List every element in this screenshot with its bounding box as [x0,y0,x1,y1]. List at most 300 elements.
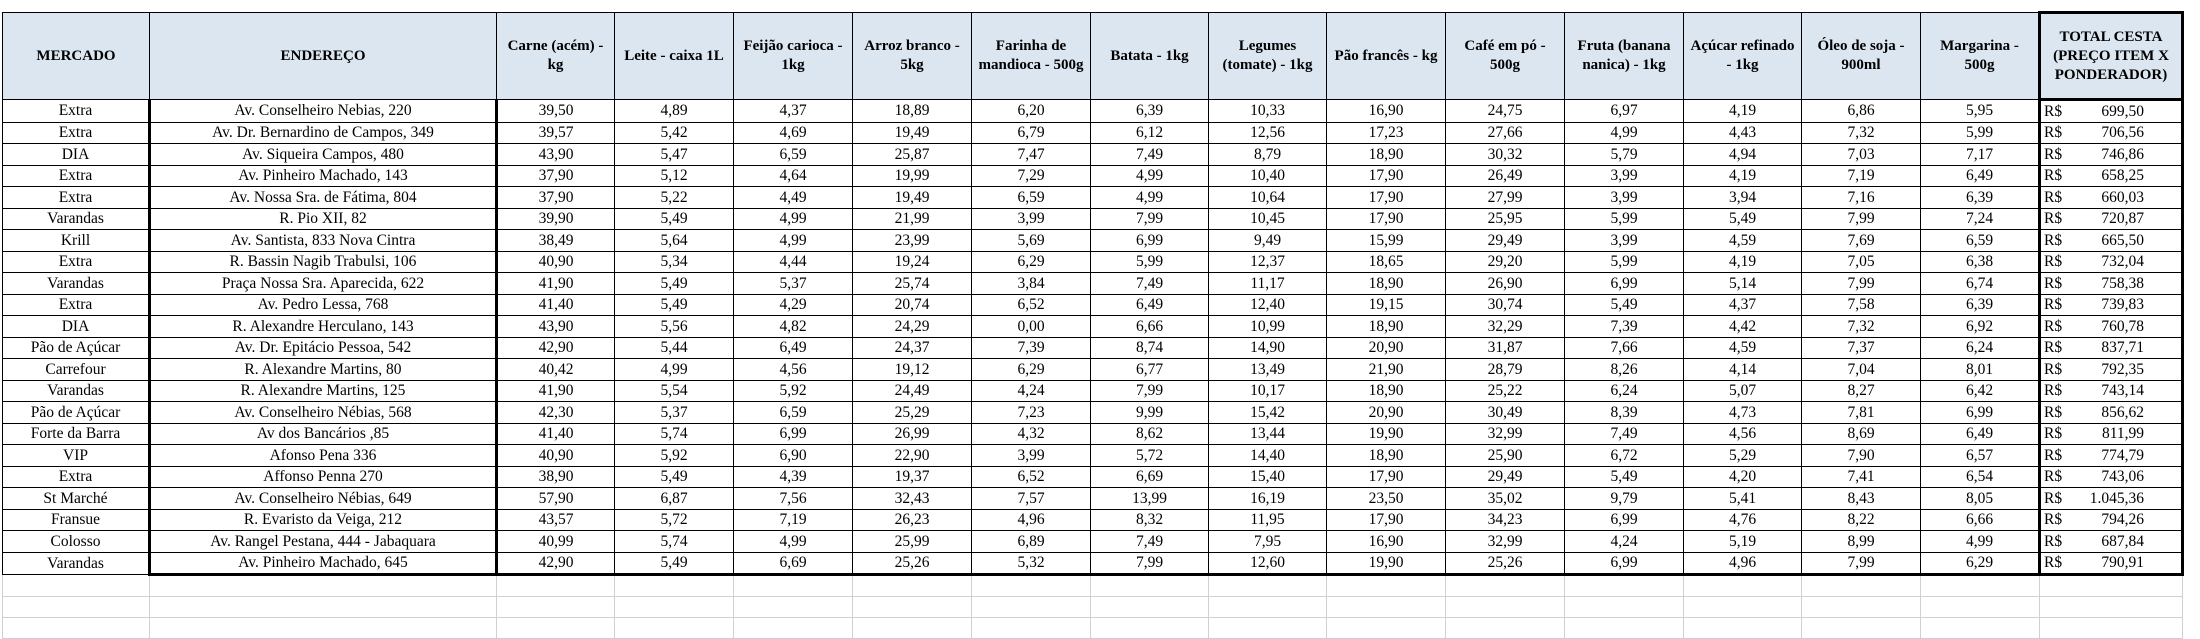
cell-pao[interactable]: 18,90 [1327,316,1446,338]
cell-legumes[interactable]: 12,37 [1209,251,1327,273]
cell-fruta[interactable]: 7,49 [1565,423,1684,445]
cell-carne[interactable]: 42,30 [497,402,615,424]
cell-acucar[interactable]: 4,73 [1684,402,1802,424]
cell-cafe[interactable]: 25,90 [1446,445,1565,467]
cell-fruta[interactable]: 6,97 [1565,100,1684,123]
cell-carne[interactable]: 43,90 [497,316,615,338]
col-header-mercado[interactable]: MERCADO [3,13,150,100]
cell-total[interactable] [2040,251,2183,273]
cell-total[interactable] [2040,230,2183,252]
cell-fruta[interactable]: 8,26 [1565,359,1684,381]
cell-legumes[interactable]: 11,17 [1209,273,1327,295]
cell-carne[interactable]: 40,42 [497,359,615,381]
cell-leite[interactable]: 5,12 [615,165,734,187]
cell-arroz[interactable]: 26,23 [853,509,972,531]
cell-farinha[interactable]: 4,32 [972,423,1091,445]
cell-margarina[interactable]: 8,01 [1921,359,2040,381]
cell-endereco[interactable]: R. Pio XII, 82 [150,208,497,230]
cell-feijao[interactable]: 4,44 [734,251,853,273]
col-header-margarina[interactable]: Margarina - 500g [1921,13,2040,100]
empty-cell[interactable] [1802,618,1921,639]
cell-cafe[interactable]: 29,49 [1446,466,1565,488]
empty-cell[interactable] [1209,575,1327,597]
cell-pao[interactable]: 18,90 [1327,445,1446,467]
cell-cafe[interactable]: 32,99 [1446,531,1565,553]
cell-farinha[interactable]: 7,39 [972,337,1091,359]
cell-carne[interactable]: 43,90 [497,144,615,166]
cell-legumes[interactable]: 10,40 [1209,165,1327,187]
empty-cell[interactable] [615,597,734,618]
cell-batata[interactable]: 8,32 [1091,509,1209,531]
cell-cafe[interactable]: 30,32 [1446,144,1565,166]
cell-total[interactable] [2040,316,2183,338]
cell-batata[interactable]: 13,99 [1091,488,1209,510]
empty-cell[interactable] [1091,575,1209,597]
cell-pao[interactable]: 18,90 [1327,144,1446,166]
cell-feijao[interactable]: 7,19 [734,509,853,531]
cell-carne[interactable]: 38,90 [497,466,615,488]
cell-leite[interactable]: 5,54 [615,380,734,402]
cell-pao[interactable]: 20,90 [1327,337,1446,359]
cell-cafe[interactable]: 34,23 [1446,509,1565,531]
cell-oleo[interactable]: 7,81 [1802,402,1921,424]
cell-total[interactable] [2040,187,2183,209]
cell-acucar[interactable]: 4,59 [1684,230,1802,252]
cell-pao[interactable]: 19,90 [1327,552,1446,575]
cell-oleo[interactable]: 7,03 [1802,144,1921,166]
cell-farinha[interactable]: 3,84 [972,273,1091,295]
cell-acucar[interactable]: 4,37 [1684,294,1802,316]
cell-pao[interactable]: 17,23 [1327,122,1446,144]
cell-fruta[interactable]: 5,49 [1565,294,1684,316]
cell-pao[interactable]: 16,90 [1327,100,1446,123]
cell-mercado[interactable]: DIA [3,316,150,338]
cell-pao[interactable]: 23,50 [1327,488,1446,510]
cell-cafe[interactable]: 28,79 [1446,359,1565,381]
cell-farinha[interactable]: 4,96 [972,509,1091,531]
cell-cafe[interactable]: 29,49 [1446,230,1565,252]
cell-fruta[interactable]: 3,99 [1565,165,1684,187]
cell-oleo[interactable]: 7,90 [1802,445,1921,467]
cell-endereco[interactable]: Av. Conselheiro Nebias, 220 [150,100,497,123]
cell-pao[interactable]: 19,90 [1327,423,1446,445]
cell-mercado[interactable]: Colosso [3,531,150,553]
empty-cell[interactable] [734,597,853,618]
cell-cafe[interactable]: 24,75 [1446,100,1565,123]
cell-leite[interactable]: 5,47 [615,144,734,166]
col-header-cafe[interactable]: Café em pó - 500g [1446,13,1565,100]
cell-fruta[interactable]: 5,99 [1565,251,1684,273]
cell-total[interactable] [2040,122,2183,144]
cell-leite[interactable]: 5,42 [615,122,734,144]
cell-margarina[interactable]: 7,17 [1921,144,2040,166]
cell-cafe[interactable]: 26,49 [1446,165,1565,187]
col-header-legumes[interactable]: Legumes (tomate) - 1kg [1209,13,1327,100]
cell-oleo[interactable]: 8,22 [1802,509,1921,531]
cell-margarina[interactable]: 6,38 [1921,251,2040,273]
cell-farinha[interactable]: 3,99 [972,208,1091,230]
cell-mercado[interactable]: Pão de Açúcar [3,402,150,424]
empty-cell[interactable] [1446,575,1565,597]
cell-endereco[interactable]: Av. Dr. Bernardino de Campos, 349 [150,122,497,144]
cell-endereco[interactable]: R. Alexandre Herculano, 143 [150,316,497,338]
cell-arroz[interactable]: 26,99 [853,423,972,445]
col-header-endereco[interactable]: ENDEREÇO [150,13,497,100]
empty-cell[interactable] [2040,618,2183,639]
cell-feijao[interactable]: 6,69 [734,552,853,575]
col-header-acucar[interactable]: Açúcar refinado - 1kg [1684,13,1802,100]
cell-farinha[interactable]: 7,57 [972,488,1091,510]
cell-farinha[interactable]: 6,29 [972,251,1091,273]
cell-mercado[interactable]: Extra [3,122,150,144]
cell-feijao[interactable]: 6,99 [734,423,853,445]
cell-legumes[interactable]: 7,95 [1209,531,1327,553]
cell-oleo[interactable]: 7,99 [1802,552,1921,575]
cell-feijao[interactable]: 6,49 [734,337,853,359]
cell-batata[interactable]: 8,74 [1091,337,1209,359]
cell-pao[interactable]: 20,90 [1327,402,1446,424]
cell-feijao[interactable]: 5,92 [734,380,853,402]
cell-legumes[interactable]: 11,95 [1209,509,1327,531]
cell-oleo[interactable]: 8,43 [1802,488,1921,510]
cell-carne[interactable]: 41,90 [497,380,615,402]
cell-carne[interactable]: 39,57 [497,122,615,144]
empty-cell[interactable] [497,597,615,618]
empty-cell[interactable] [1091,618,1209,639]
cell-mercado[interactable]: Pão de Açúcar [3,337,150,359]
cell-endereco[interactable]: Av dos Bancários ,85 [150,423,497,445]
cell-endereco[interactable]: Av. Conselheiro Nébias, 568 [150,402,497,424]
cell-arroz[interactable]: 20,74 [853,294,972,316]
cell-arroz[interactable]: 19,99 [853,165,972,187]
cell-batata[interactable]: 8,62 [1091,423,1209,445]
cell-feijao[interactable]: 4,29 [734,294,853,316]
cell-carne[interactable]: 41,90 [497,273,615,295]
cell-batata[interactable]: 6,69 [1091,466,1209,488]
cell-farinha[interactable]: 6,79 [972,122,1091,144]
cell-feijao[interactable]: 4,56 [734,359,853,381]
cell-total[interactable] [2040,488,2183,510]
cell-cafe[interactable]: 30,74 [1446,294,1565,316]
empty-cell[interactable] [853,597,972,618]
cell-legumes[interactable]: 14,90 [1209,337,1327,359]
cell-leite[interactable]: 5,74 [615,531,734,553]
cell-leite[interactable]: 5,72 [615,509,734,531]
cell-arroz[interactable]: 19,37 [853,466,972,488]
empty-cell[interactable] [1565,575,1684,597]
cell-batata[interactable]: 6,77 [1091,359,1209,381]
cell-batata[interactable]: 7,49 [1091,273,1209,295]
cell-total[interactable] [2040,380,2183,402]
cell-margarina[interactable]: 6,54 [1921,466,2040,488]
cell-arroz[interactable]: 19,49 [853,187,972,209]
cell-cafe[interactable]: 31,87 [1446,337,1565,359]
cell-legumes[interactable]: 10,17 [1209,380,1327,402]
empty-cell[interactable] [1209,597,1327,618]
col-header-pao[interactable]: Pão francês - kg [1327,13,1446,100]
empty-cell[interactable] [1684,597,1802,618]
empty-cell[interactable] [3,575,150,597]
cell-cafe[interactable]: 27,66 [1446,122,1565,144]
cell-leite[interactable]: 5,56 [615,316,734,338]
cell-margarina[interactable]: 6,24 [1921,337,2040,359]
cell-pao[interactable]: 17,90 [1327,509,1446,531]
cell-endereco[interactable]: R. Alexandre Martins, 125 [150,380,497,402]
cell-margarina[interactable]: 6,49 [1921,165,2040,187]
cell-carne[interactable]: 40,99 [497,531,615,553]
cell-margarina[interactable]: 6,39 [1921,187,2040,209]
cell-legumes[interactable]: 13,44 [1209,423,1327,445]
cell-legumes[interactable]: 13,49 [1209,359,1327,381]
cell-oleo[interactable]: 8,27 [1802,380,1921,402]
cell-acucar[interactable]: 5,07 [1684,380,1802,402]
col-header-batata[interactable]: Batata - 1kg [1091,13,1209,100]
cell-feijao[interactable]: 4,37 [734,100,853,123]
cell-pao[interactable]: 19,15 [1327,294,1446,316]
cell-arroz[interactable]: 19,12 [853,359,972,381]
cell-endereco[interactable]: Av. Nossa Sra. de Fátima, 804 [150,187,497,209]
cell-fruta[interactable]: 6,24 [1565,380,1684,402]
cell-farinha[interactable]: 6,59 [972,187,1091,209]
cell-batata[interactable]: 6,66 [1091,316,1209,338]
cell-farinha[interactable]: 5,32 [972,552,1091,575]
empty-cell[interactable] [497,618,615,639]
empty-cell[interactable] [2040,597,2183,618]
cell-acucar[interactable]: 4,19 [1684,100,1802,123]
cell-oleo[interactable]: 7,05 [1802,251,1921,273]
cell-mercado[interactable]: Extra [3,466,150,488]
cell-pao[interactable]: 18,90 [1327,273,1446,295]
cell-arroz[interactable]: 19,49 [853,122,972,144]
cell-legumes[interactable]: 10,33 [1209,100,1327,123]
cell-margarina[interactable]: 8,05 [1921,488,2040,510]
cell-batata[interactable]: 6,99 [1091,230,1209,252]
empty-cell[interactable] [1565,597,1684,618]
cell-acucar[interactable]: 4,14 [1684,359,1802,381]
cell-cafe[interactable]: 35,02 [1446,488,1565,510]
cell-acucar[interactable]: 4,96 [1684,552,1802,575]
cell-oleo[interactable]: 7,58 [1802,294,1921,316]
empty-cell[interactable] [1565,618,1684,639]
cell-acucar[interactable]: 4,56 [1684,423,1802,445]
cell-mercado[interactable]: Carrefour [3,359,150,381]
cell-acucar[interactable]: 4,19 [1684,251,1802,273]
cell-acucar[interactable]: 4,76 [1684,509,1802,531]
cell-arroz[interactable]: 23,99 [853,230,972,252]
empty-cell[interactable] [1684,618,1802,639]
cell-fruta[interactable]: 6,99 [1565,273,1684,295]
cell-fruta[interactable]: 4,24 [1565,531,1684,553]
col-header-arroz[interactable]: Arroz branco - 5kg [853,13,972,100]
col-header-total[interactable]: TOTAL CESTA (PREÇO ITEM X PONDERADOR) [2040,13,2183,100]
cell-arroz[interactable]: 19,24 [853,251,972,273]
cell-carne[interactable]: 38,49 [497,230,615,252]
cell-margarina[interactable]: 7,24 [1921,208,2040,230]
cell-leite[interactable]: 5,49 [615,466,734,488]
cell-total[interactable] [2040,144,2183,166]
cell-pao[interactable]: 16,90 [1327,531,1446,553]
cell-batata[interactable]: 5,99 [1091,251,1209,273]
cell-batata[interactable]: 6,39 [1091,100,1209,123]
cell-fruta[interactable]: 7,39 [1565,316,1684,338]
cell-legumes[interactable]: 10,64 [1209,187,1327,209]
cell-carne[interactable]: 37,90 [497,165,615,187]
cell-endereco[interactable]: Av. Santista, 833 Nova Cintra [150,230,497,252]
cell-fruta[interactable]: 8,39 [1565,402,1684,424]
cell-mercado[interactable]: Extra [3,165,150,187]
cell-endereco[interactable]: Praça Nossa Sra. Aparecida, 622 [150,273,497,295]
cell-legumes[interactable]: 15,42 [1209,402,1327,424]
cell-fruta[interactable]: 6,99 [1565,552,1684,575]
cell-feijao[interactable]: 4,39 [734,466,853,488]
cell-leite[interactable]: 5,49 [615,294,734,316]
col-header-leite[interactable]: Leite - caixa 1L [615,13,734,100]
cell-mercado[interactable]: Extra [3,294,150,316]
cell-total[interactable] [2040,423,2183,445]
cell-acucar[interactable]: 5,19 [1684,531,1802,553]
empty-cell[interactable] [497,575,615,597]
empty-cell[interactable] [1327,618,1446,639]
cell-oleo[interactable]: 7,41 [1802,466,1921,488]
cell-leite[interactable]: 5,49 [615,208,734,230]
cell-batata[interactable]: 7,99 [1091,380,1209,402]
cell-feijao[interactable]: 4,69 [734,122,853,144]
empty-cell[interactable] [150,597,497,618]
cell-pao[interactable]: 18,65 [1327,251,1446,273]
empty-cell[interactable] [972,618,1091,639]
cell-carne[interactable]: 40,90 [497,251,615,273]
cell-margarina[interactable]: 5,95 [1921,100,2040,123]
cell-batata[interactable]: 9,99 [1091,402,1209,424]
col-header-farinha[interactable]: Farinha de mandioca - 500g [972,13,1091,100]
cell-batata[interactable]: 7,49 [1091,531,1209,553]
empty-cell[interactable] [734,575,853,597]
cell-endereco[interactable]: R. Evaristo da Veiga, 212 [150,509,497,531]
cell-mercado[interactable]: Extra [3,100,150,123]
cell-carne[interactable]: 42,90 [497,552,615,575]
cell-leite[interactable]: 5,22 [615,187,734,209]
cell-mercado[interactable]: Fransue [3,509,150,531]
cell-acucar[interactable]: 5,14 [1684,273,1802,295]
cell-mercado[interactable]: Krill [3,230,150,252]
cell-fruta[interactable]: 5,79 [1565,144,1684,166]
cell-fruta[interactable]: 9,79 [1565,488,1684,510]
cell-acucar[interactable]: 5,29 [1684,445,1802,467]
cell-endereco[interactable]: Av. Rangel Pestana, 444 - Jabaquara [150,531,497,553]
cell-total[interactable] [2040,402,2183,424]
cell-mercado[interactable]: Extra [3,187,150,209]
cell-legumes[interactable]: 8,79 [1209,144,1327,166]
cell-cafe[interactable]: 29,20 [1446,251,1565,273]
col-header-oleo[interactable]: Óleo de soja - 900ml [1802,13,1921,100]
cell-fruta[interactable]: 6,99 [1565,509,1684,531]
cell-mercado[interactable]: Extra [3,251,150,273]
cell-farinha[interactable]: 6,20 [972,100,1091,123]
cell-arroz[interactable]: 22,90 [853,445,972,467]
cell-acucar[interactable]: 4,19 [1684,165,1802,187]
empty-cell[interactable] [1802,597,1921,618]
cell-fruta[interactable]: 5,99 [1565,208,1684,230]
cell-fruta[interactable]: 6,72 [1565,445,1684,467]
cell-total[interactable] [2040,100,2183,123]
cell-oleo[interactable]: 7,16 [1802,187,1921,209]
cell-legumes[interactable]: 10,99 [1209,316,1327,338]
cell-leite[interactable]: 5,49 [615,552,734,575]
cell-leite[interactable]: 5,64 [615,230,734,252]
cell-endereco[interactable]: Av. Pinheiro Machado, 143 [150,165,497,187]
cell-margarina[interactable]: 6,42 [1921,380,2040,402]
cell-carne[interactable]: 39,90 [497,208,615,230]
cell-batata[interactable]: 7,99 [1091,552,1209,575]
cell-cafe[interactable]: 30,49 [1446,402,1565,424]
cell-feijao[interactable]: 4,99 [734,531,853,553]
cell-total[interactable] [2040,294,2183,316]
cell-margarina[interactable]: 6,66 [1921,509,2040,531]
cell-carne[interactable]: 43,57 [497,509,615,531]
cell-fruta[interactable]: 3,99 [1565,230,1684,252]
cell-endereco[interactable]: Av. Siqueira Campos, 480 [150,144,497,166]
cell-margarina[interactable]: 6,99 [1921,402,2040,424]
empty-cell[interactable] [972,597,1091,618]
empty-cell[interactable] [853,618,972,639]
cell-feijao[interactable]: 7,56 [734,488,853,510]
cell-batata[interactable]: 7,49 [1091,144,1209,166]
cell-feijao[interactable]: 4,99 [734,208,853,230]
cell-total[interactable] [2040,165,2183,187]
cell-mercado[interactable]: Varandas [3,552,150,575]
cell-oleo[interactable]: 7,37 [1802,337,1921,359]
cell-carne[interactable]: 42,90 [497,337,615,359]
cell-arroz[interactable]: 24,49 [853,380,972,402]
cell-legumes[interactable]: 15,40 [1209,466,1327,488]
cell-pao[interactable]: 17,90 [1327,466,1446,488]
cell-feijao[interactable]: 6,59 [734,402,853,424]
cell-oleo[interactable]: 7,69 [1802,230,1921,252]
empty-cell[interactable] [2040,575,2183,597]
cell-margarina[interactable]: 6,49 [1921,423,2040,445]
cell-arroz[interactable]: 25,87 [853,144,972,166]
cell-arroz[interactable]: 21,99 [853,208,972,230]
empty-cell[interactable] [615,575,734,597]
cell-total[interactable] [2040,273,2183,295]
cell-total[interactable] [2040,552,2183,575]
cell-cafe[interactable]: 25,22 [1446,380,1565,402]
cell-margarina[interactable]: 6,74 [1921,273,2040,295]
cell-pao[interactable]: 15,99 [1327,230,1446,252]
cell-arroz[interactable]: 25,74 [853,273,972,295]
empty-cell[interactable] [1446,618,1565,639]
cell-carne[interactable]: 41,40 [497,423,615,445]
cell-leite[interactable]: 5,37 [615,402,734,424]
cell-farinha[interactable]: 6,52 [972,294,1091,316]
cell-oleo[interactable]: 8,99 [1802,531,1921,553]
cell-farinha[interactable]: 7,23 [972,402,1091,424]
cell-endereco[interactable]: R. Alexandre Martins, 80 [150,359,497,381]
cell-margarina[interactable]: 5,99 [1921,122,2040,144]
cell-mercado[interactable]: Varandas [3,273,150,295]
cell-carne[interactable]: 41,40 [497,294,615,316]
cell-acucar[interactable]: 4,43 [1684,122,1802,144]
cell-margarina[interactable]: 6,92 [1921,316,2040,338]
cell-farinha[interactable]: 6,89 [972,531,1091,553]
cell-margarina[interactable]: 6,59 [1921,230,2040,252]
cell-pao[interactable]: 17,90 [1327,165,1446,187]
cell-legumes[interactable]: 9,49 [1209,230,1327,252]
cell-farinha[interactable]: 4,24 [972,380,1091,402]
cell-endereco[interactable]: Affonso Penna 270 [150,466,497,488]
cell-oleo[interactable]: 6,86 [1802,100,1921,123]
cell-cafe[interactable]: 25,95 [1446,208,1565,230]
